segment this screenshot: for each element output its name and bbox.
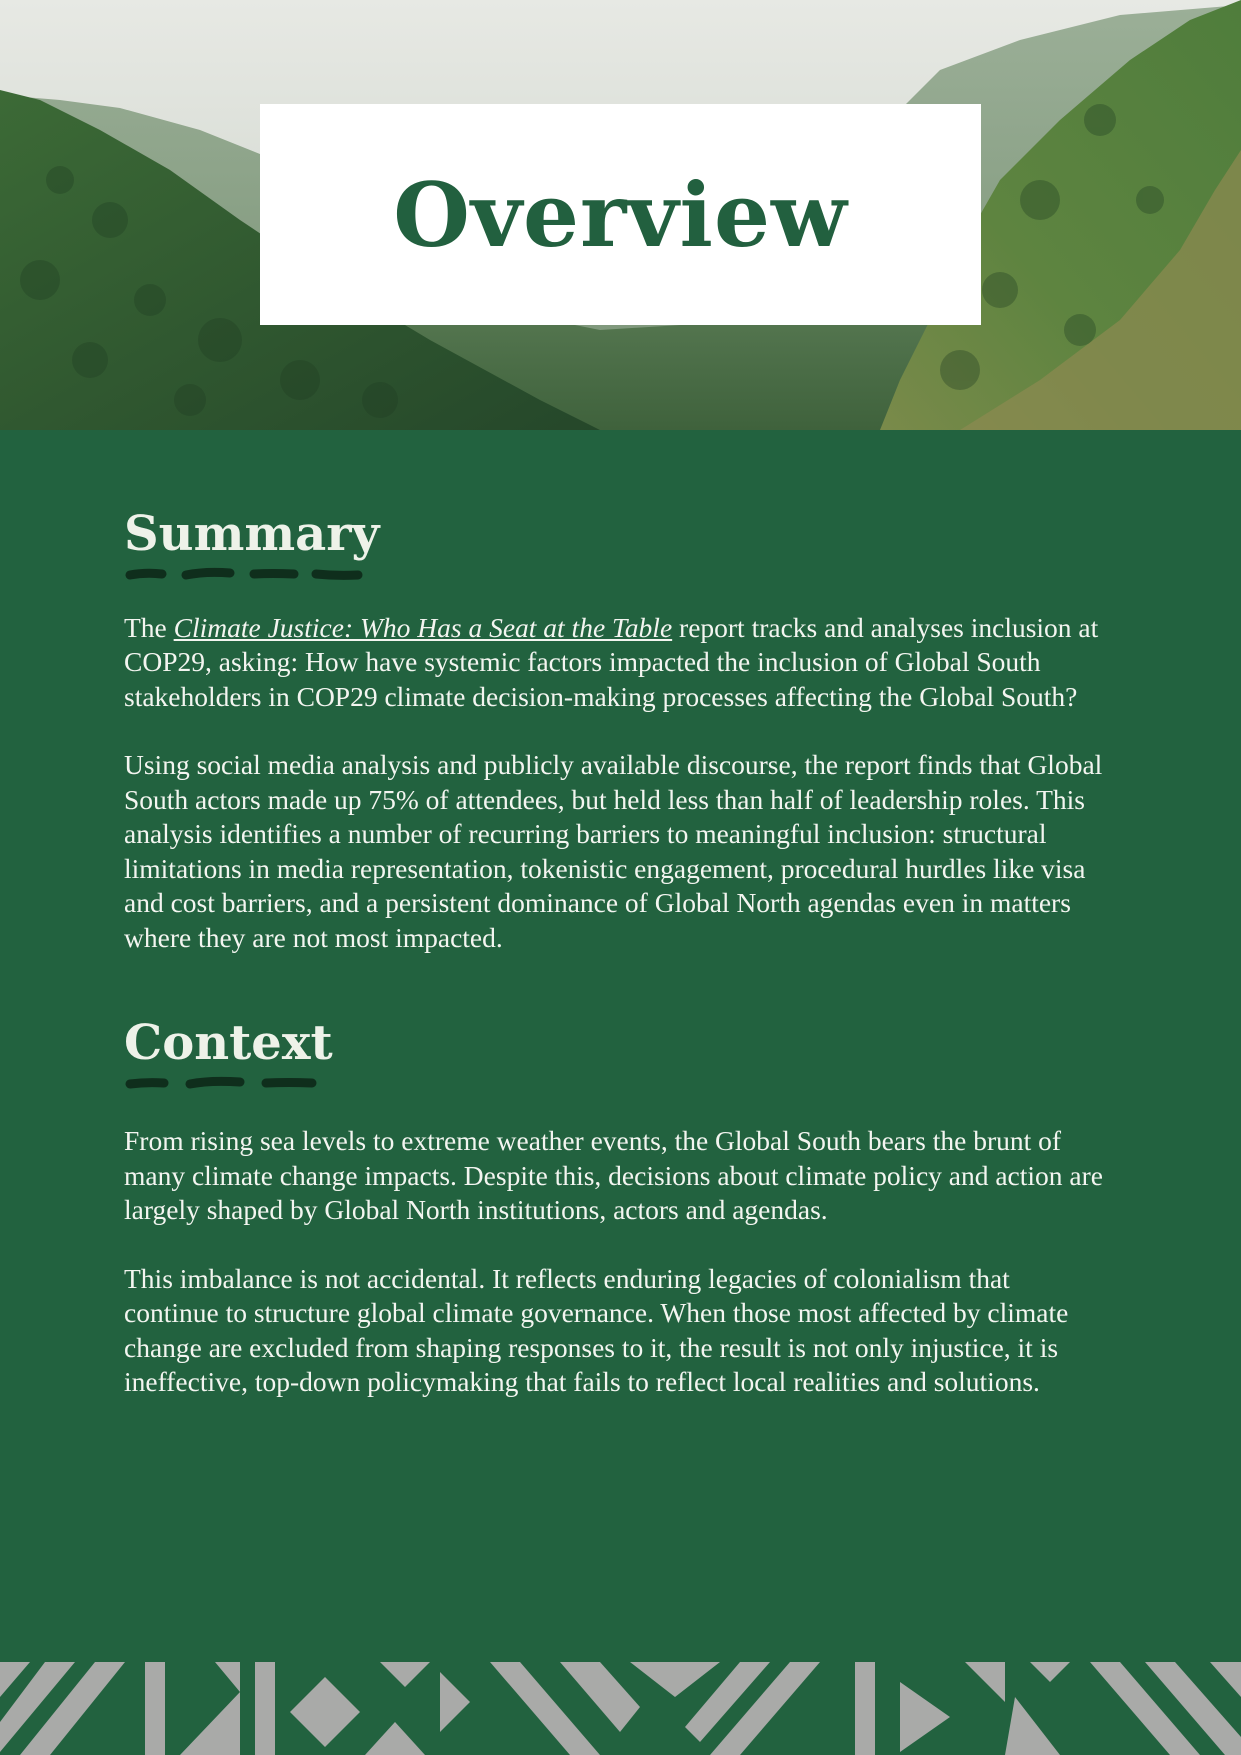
summary-p1-lead: The [124, 611, 174, 643]
context-heading: Context [124, 1015, 333, 1072]
summary-paragraph-1 [124, 611, 1104, 715]
main-content [124, 430, 1104, 1400]
summary-heading: Summary [124, 506, 380, 562]
page-title: Overview [393, 162, 848, 267]
brush-underline-decoration [124, 567, 364, 581]
context-section [124, 1017, 1104, 1399]
report-title-link[interactable]: Climate Justice: Who Has a Seat at the Table [173, 611, 673, 643]
title-card [260, 104, 981, 325]
context-paragraph-2: This imbalance is not accidental. It reflects enduring legacies of colonialism that continue to structure global climate governance. When those most affected by climate change are excluded from shaping responses to it, the result is not only injustice, it is ineffective, top-down policymaking that fails to reflect local realities and solutions. [124, 1262, 1069, 1398]
summary-paragraph-2: Using social media analysis and publicly available discourse, the report finds that Global South actors made up 75% of attendees, but held less than half of leadership roles. This analysis identifies a number of recurring barriers to meaningful inclusion: structural limitations in media representation, tokenistic engagement, procedural hurdles like visa and cost barriers, and a persistent dominance of Global North agendas even in matters where they are not most impacted. [124, 749, 1103, 953]
summary-p1-rest: report tracks and analyses inclusion at COP29, asking: How have systemic factors impacted the inclusion of Global South stakeholders in COP29 climate decision-making processes affecting the Global South? [124, 611, 1099, 712]
geometric-pattern-graphic [0, 1662, 1241, 1755]
context-paragraph-1: From rising sea levels to extreme weather events, the Global South bears the brunt of many climate change impacts. Despite this, decisions about climate policy and action are largely shaped by Global North institutions, actors and agendas. [124, 1125, 1103, 1226]
footer-geometric-pattern [0, 1662, 1241, 1755]
summary-section [124, 508, 1104, 955]
brush-underline-decoration [124, 1076, 324, 1090]
